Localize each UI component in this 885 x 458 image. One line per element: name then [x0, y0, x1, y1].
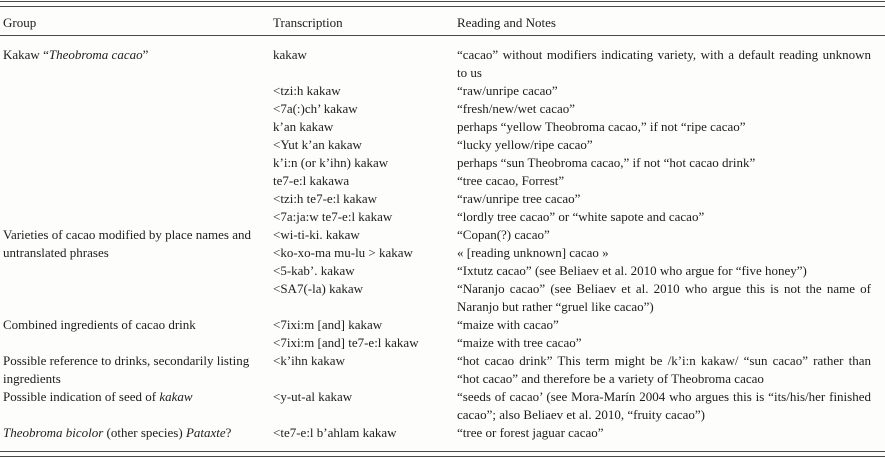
transcription-cell: <7a(:)ch’ kakaw	[273, 101, 358, 116]
transcription-cell: <7ixi:m [and] kakaw	[273, 317, 383, 332]
group-label-segment: ?	[225, 425, 232, 440]
reading-cell: perhaps “yellow Theobroma cacao,” if not “ripe cacao”	[457, 119, 746, 134]
table-body	[0, 36, 885, 442]
group-label-segment: (other species)	[103, 425, 186, 440]
group-row	[0, 316, 885, 352]
entry-row	[270, 226, 885, 244]
group-label	[0, 316, 270, 352]
transcription-cell: <7ixi:m [and] te7-e:l kakaw	[273, 335, 419, 350]
group-row	[0, 46, 885, 226]
bottom-rule-inner	[0, 451, 885, 452]
group-entries	[270, 352, 885, 388]
group-label	[0, 388, 270, 424]
group-label-segment: Kakaw “	[3, 47, 49, 62]
reading-cell: “Copan(?) cacao”	[457, 227, 550, 242]
group-label-italic-segment: Pataxte	[185, 425, 226, 440]
transcription-cell: te7-e:l kakawa	[273, 173, 350, 188]
transcription-cell: <Yut k’an kakaw	[273, 137, 362, 152]
group-label-segment: Varieties of cacao modified by place names and untranslated phrases	[3, 227, 251, 260]
group-label-italic-segment: kakaw	[159, 389, 193, 404]
reading-cell: perhaps “sun Theobroma cacao,” if not “hot cacao drink”	[457, 155, 756, 170]
reading-cell: “tree or forest jaguar cacao”	[457, 425, 604, 440]
entry-row	[270, 82, 885, 100]
entry-row	[270, 424, 885, 442]
entry-row	[270, 190, 885, 208]
entry-row	[270, 136, 885, 154]
transcription-cell: <7a:ja:w te7-e:l kakaw	[273, 209, 393, 224]
entry-row	[270, 316, 885, 334]
group-label-italic-segment: Theobroma cacao	[48, 47, 143, 62]
entry-row	[270, 244, 885, 262]
column-header-reading-and-notes: Reading and Notes	[457, 15, 556, 30]
transcription-cell: k’i:n (or k’ihn) kakaw	[273, 155, 389, 170]
entry-row	[270, 118, 885, 136]
column-header-group: Group	[3, 15, 37, 30]
entry-row	[270, 208, 885, 226]
group-entries	[270, 424, 885, 442]
group-label-segment: Possible indication of seed of	[3, 389, 160, 404]
reading-cell: “lordly tree cacao” or “white sapote and cacao”	[457, 209, 705, 224]
reading-cell: “Naranjo cacao” (see Beliaev et al. 2010 who argue this is not the name of Naranjo but rather “gruel like cacao”)	[457, 281, 871, 314]
reading-cell: « [reading unknown] cacao »	[457, 245, 609, 260]
table-header-row	[0, 7, 885, 35]
group-row	[0, 352, 885, 388]
paper-table	[0, 1, 885, 458]
entry-row	[270, 334, 885, 352]
group-label-segment: Possible reference to drinks, secondarily listing ingredients	[3, 353, 250, 386]
group-label	[0, 46, 270, 226]
group-label	[0, 424, 270, 442]
transcription-cell: <ko-xo-ma mu-lu > kakaw	[273, 245, 413, 260]
entry-row	[270, 154, 885, 172]
group-label-segment: Combined ingredients of cacao drink	[3, 317, 196, 332]
reading-cell: “cacao” without modifiers indicating variety, with a default reading unknown to us	[457, 47, 871, 80]
reading-cell: “tree cacao, Forrest”	[457, 173, 565, 188]
entry-row	[270, 46, 885, 82]
group-label	[0, 352, 270, 388]
transcription-cell: <te7-e:l b’ahlam kakaw	[273, 425, 397, 440]
transcription-cell: <tzi:h kakaw	[273, 83, 341, 98]
transcription-cell: <SA7(-la) kakaw	[273, 281, 363, 296]
transcription-cell: kakaw	[273, 47, 307, 62]
transcription-cell: <k’ihn kakaw	[273, 353, 345, 368]
entry-row	[270, 280, 885, 316]
reading-cell: “fresh/new/wet cacao”	[457, 101, 576, 116]
entry-row	[270, 100, 885, 118]
group-entries	[270, 226, 885, 316]
reading-cell: “raw/unripe cacao”	[457, 83, 558, 98]
transcription-cell: <5-kab’. kakaw	[273, 263, 355, 278]
group-label-italic-segment: Theobroma bicolor	[3, 425, 104, 440]
reading-cell: “maize with cacao”	[457, 317, 559, 332]
transcription-cell: <tzi:h te7-e:l kakaw	[273, 191, 378, 206]
reading-cell: “seeds of cacao’ (see Mora-Marín 2004 who argues this is “its/his/her finished cacao”; also Beliaev et al. 2010, “fruity cacao”)	[457, 389, 871, 422]
group-entries	[270, 316, 885, 352]
entry-row	[270, 262, 885, 280]
transcription-cell: k’an kakaw	[273, 119, 334, 134]
transcription-cell: <wi-ti-ki. kakaw	[273, 227, 360, 242]
reading-cell: “maize with tree cacao”	[457, 335, 582, 350]
entry-row	[270, 388, 885, 424]
reading-cell: “Ixtutz cacao” (see Beliaev et al. 2010 who argue for “five honey”)	[457, 263, 807, 278]
reading-cell: “hot cacao drink” This term might be /k’i:n kakaw/ “sun cacao” rather than “hot cacao” and therefore be a variety of Theobroma cacao	[457, 353, 871, 386]
group-row	[0, 424, 885, 442]
group-entries	[270, 46, 885, 226]
group-label-segment: ”	[142, 47, 149, 62]
entry-row	[270, 172, 885, 190]
group-entries	[270, 388, 885, 424]
column-header-transcription: Transcription	[273, 15, 343, 30]
transcription-cell: <y-ut-al kakaw	[273, 389, 353, 404]
reading-cell: “raw/unripe tree cacao”	[457, 191, 581, 206]
reading-cell: “lucky yellow/ripe cacao”	[457, 137, 593, 152]
group-row	[0, 388, 885, 424]
entry-row	[270, 352, 885, 388]
group-row	[0, 226, 885, 316]
group-label	[0, 226, 270, 316]
top-rule-outer	[0, 1, 885, 2]
